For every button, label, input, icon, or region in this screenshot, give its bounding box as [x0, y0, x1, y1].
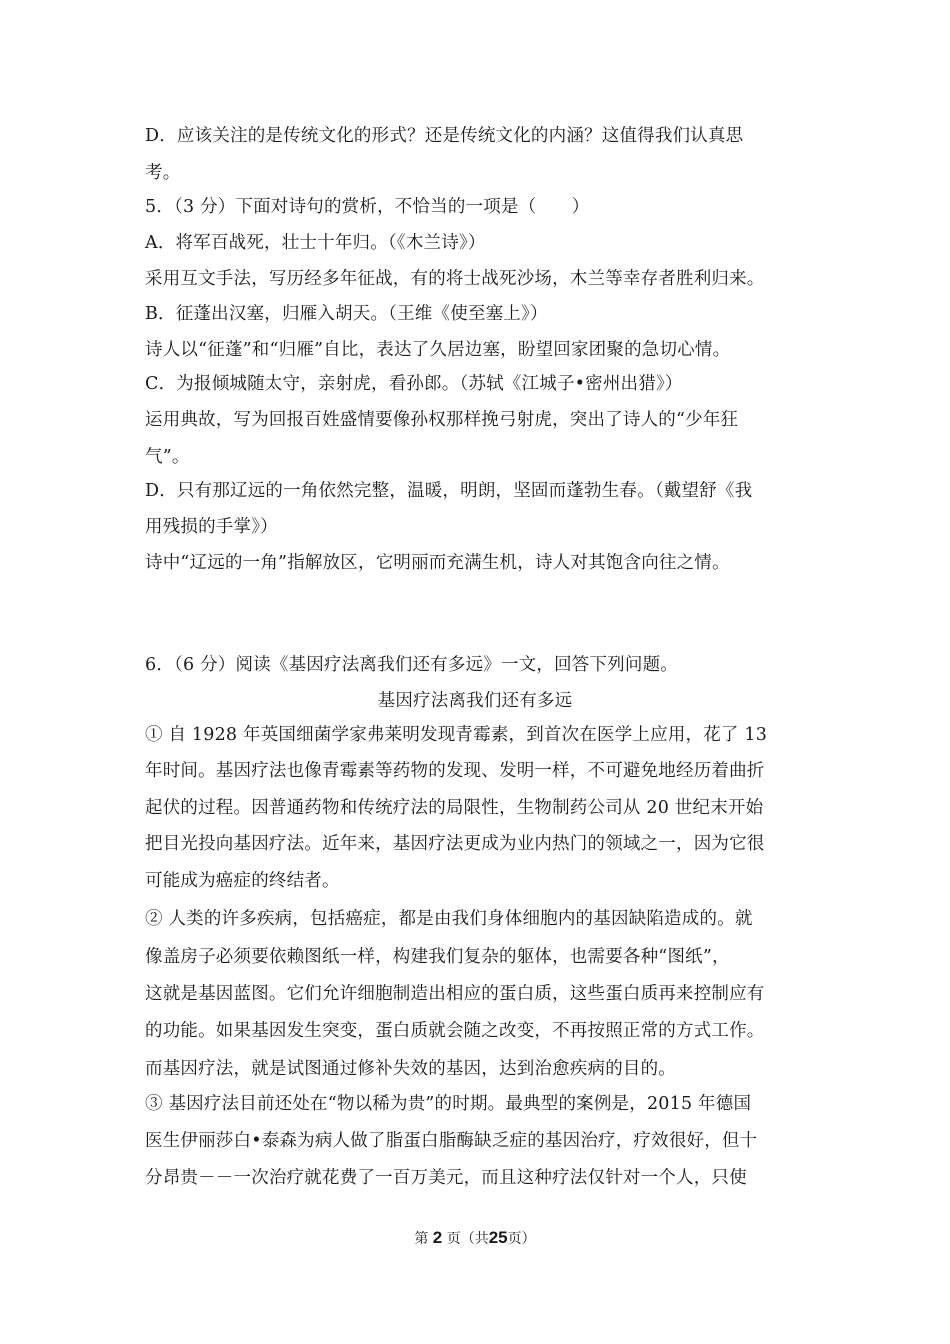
- option-c-analysis-line2: 气”。: [145, 447, 190, 467]
- paragraph-1-line3: 起伏的过程。因普通药物和传统疗法的局限性，生物制药公司从 20 世纪末开始: [145, 798, 764, 818]
- option-d-q4-line1: D．应该关注的是传统文化的形式？还是传统文化的内涵？这值得我们认真思: [145, 126, 744, 146]
- option-d-analysis: 诗中“辽远的一角”指解放区，它明丽而充满生机，诗人对其饱含向往之情。: [145, 553, 730, 573]
- paragraph-2-line4: 的功能。如果基因发生突变，蛋白质就会随之改变，不再按照正常的方式工作。: [145, 1021, 765, 1041]
- current-page-number: 2: [432, 1228, 443, 1247]
- footer-suffix: 页）: [507, 1231, 536, 1247]
- paragraph-3-line1: ③ 基因疗法目前还处在“物以稀为贵”的时期。最典型的案例是，2015 年德国: [145, 1094, 752, 1114]
- paragraph-2-line2: 像盖房子必须要依赖图纸一样，构建我们复杂的躯体，也需要各种“图纸”，: [145, 947, 730, 967]
- paragraph-1-line5: 可能成为癌症的终结者。: [145, 871, 340, 891]
- paragraph-1-line2: 年时间。基因疗法也像青霉素等药物的发现、发明一样，不可避免地经历着曲折: [145, 761, 765, 781]
- option-b-analysis: 诗人以“征蓬”和“归雁”自比，表达了久居边塞，盼望回家团聚的急切心情。: [145, 340, 731, 360]
- footer-mid: 页（共: [446, 1231, 489, 1247]
- option-d-q5-line2: 用残损的手掌》）: [145, 517, 278, 537]
- option-a-q5: A．将军百战死，壮士十年归。（《木兰诗》）: [145, 233, 486, 253]
- option-a-analysis: 采用互文手法，写历经多年征战，有的将士战死沙场，木兰等幸存者胜利归来。: [145, 269, 765, 289]
- page-footer: [0, 1228, 950, 1249]
- paragraph-2-line5: 而基因疗法，就是试图通过修补失效的基因，达到治愈疾病的目的。: [145, 1059, 676, 1079]
- option-d-q5-line1: D．只有那辽远的一角依然完整，温暖，明朗，坚固而蓬勃生春。（戴望舒《我: [145, 481, 753, 501]
- option-b-q5: B．征蓬出汉塞，归雁入胡天。（王维《使至塞上》）: [145, 304, 548, 324]
- question-6-stem: 6．（6 分）阅读《基因疗法离我们还有多远》一文，回答下列问题。: [145, 655, 678, 675]
- paragraph-1-line4: 把目光投向基因疗法。近年来，基因疗法更成为业内热门的领域之一，因为它很: [145, 834, 765, 854]
- paragraph-3-line2: 医生伊丽莎白•泰森为病人做了脂蛋白脂酶缺乏症的基因治疗，疗效很好，但十: [145, 1131, 758, 1151]
- paragraph-3-line3: 分昂贵－－一次治疗就花费了一百万美元，而且这种疗法仅针对一个人，只使: [145, 1168, 747, 1188]
- option-c-q5: C．为报倾城随太守，亲射虎，看孙郎。（苏轼《江城子•密州出猎》）: [145, 374, 683, 394]
- question-5-stem: 5．（3 分）下面对诗句的赏析，不恰当的一项是（ ）: [145, 197, 590, 217]
- total-page-number: 25: [488, 1228, 508, 1247]
- option-c-analysis-line1: 运用典故，写为回报百姓盛情要像孙权那样挽弓射虎，突出了诗人的“少年狂: [145, 410, 739, 430]
- option-d-q4-line2: 考。: [145, 163, 181, 183]
- article-title: 基因疗法离我们还有多远: [377, 691, 573, 711]
- footer-prefix: 第: [414, 1231, 429, 1247]
- paragraph-2-line1: ② 人类的许多疾病，包括癌症，都是由我们身体细胞内的基因缺陷造成的。就: [145, 909, 753, 929]
- paragraph-2-line3: 这就是基因蓝图。它们允许细胞制造出相应的蛋白质，这些蛋白质再来控制应有: [145, 984, 765, 1004]
- paragraph-1-line1: ① 自 1928 年英国细菌学家弗莱明发现青霉素，到首次在医学上应用，花了 13: [145, 725, 768, 745]
